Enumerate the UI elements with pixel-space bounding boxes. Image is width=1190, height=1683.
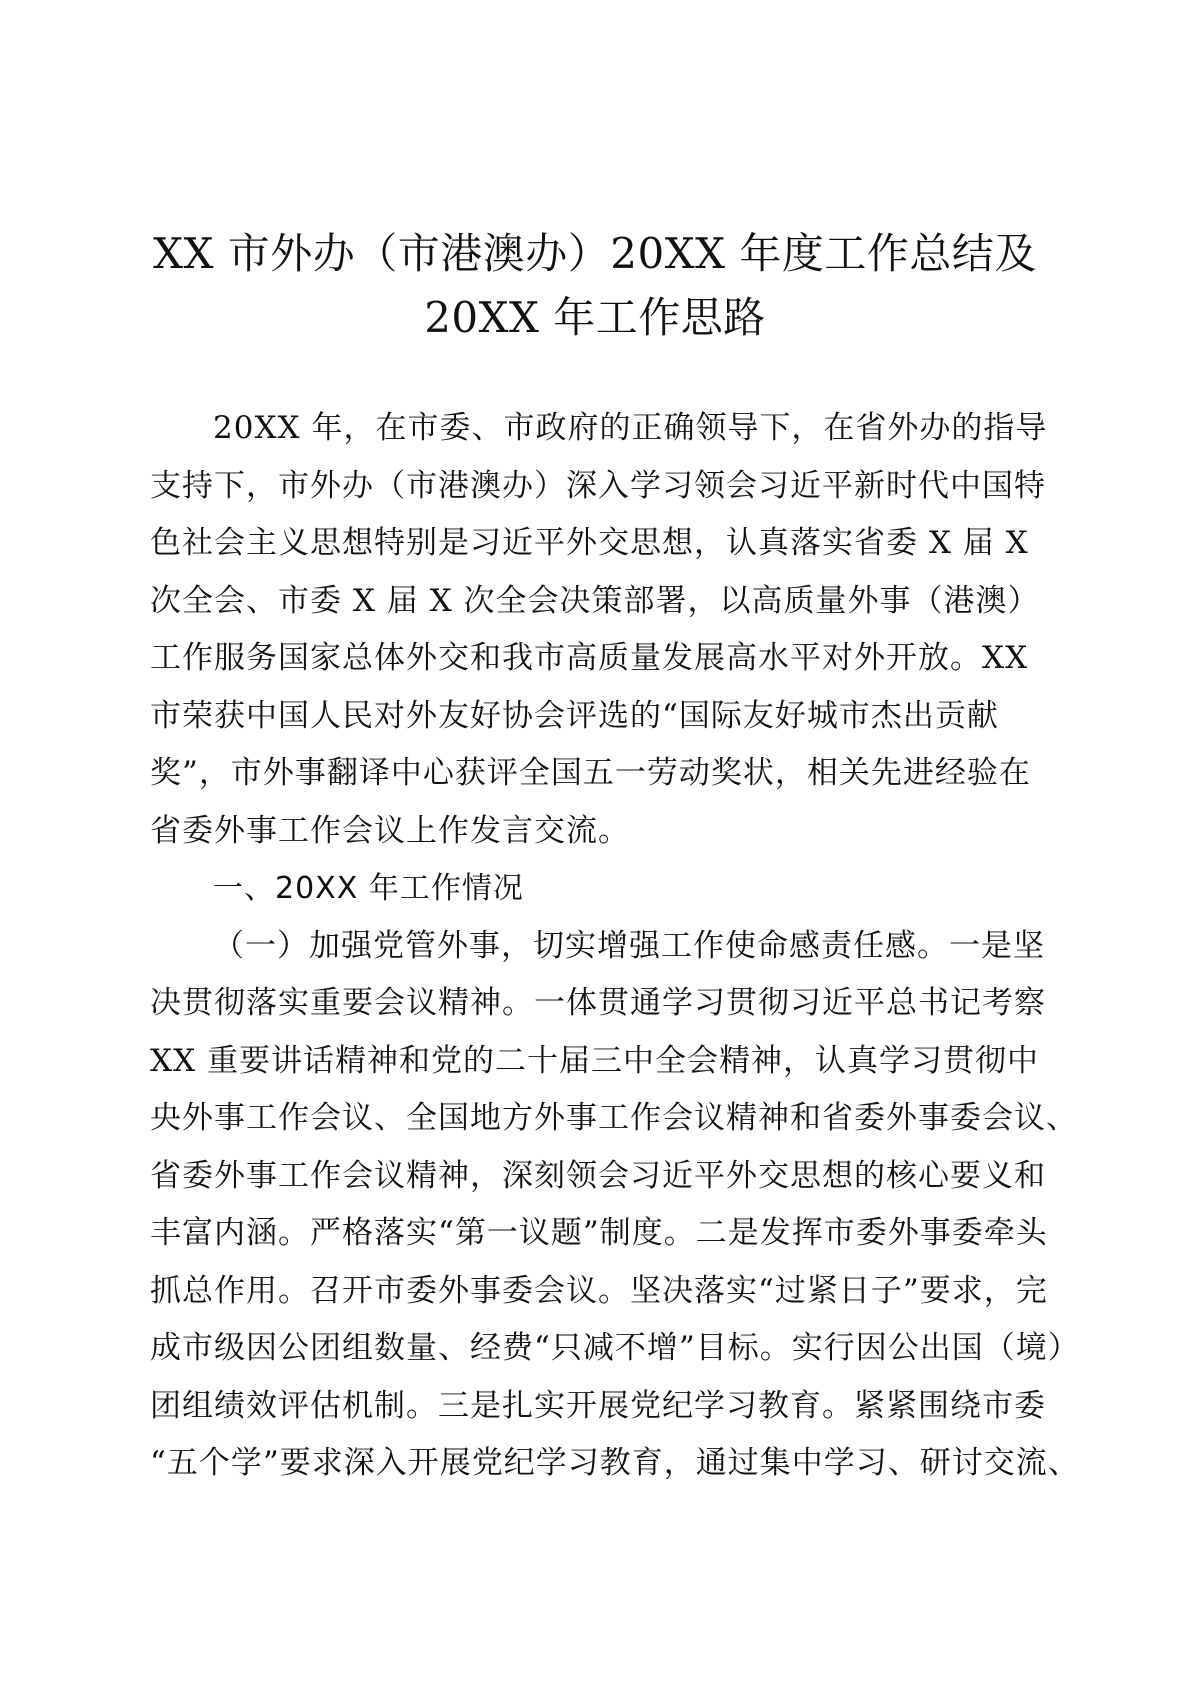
body-line: 市荣获中国人民对外友好协会评选的“国际友好城市杰出贡献 [150, 697, 999, 734]
body-line: XX 重要讲话精神和党的二十届三中全会精神，认真学习贯彻中 [150, 1042, 1039, 1079]
body-line: 丰富内涵。严格落实“第一议题”制度。二是发挥市委外事委牵头 [150, 1215, 1048, 1251]
document-title [120, 222, 1070, 350]
body-line: “五个学”要求深入开展党纪学习教育，通过集中学习、研讨交流、 [150, 1445, 1080, 1481]
section-heading: 一、20XX 年工作情况 [213, 871, 524, 906]
body-line: 抓总作用。召开市委外事委会议。坚决落实“过紧日子”要求，完 [150, 1272, 1048, 1309]
body-line: （一）加强党管外事，切实增强工作使命感责任感。一是坚 [213, 927, 1045, 964]
body-line: 色社会主义思想特别是习近平外交思想，认真落实省委 X 届 X [150, 525, 1029, 561]
body-line: 奖”，市外事翻译中心获评全国五一劳动奖状，相关先进经验在 [150, 755, 1031, 791]
body-line: 工作服务国家总体外交和我市高质量发展高水平对外开放。XX [150, 640, 1029, 676]
body-line: 央外事工作会议、全国地方外事工作会议精神和省委外事委会议、 [150, 1100, 1078, 1136]
body-line: 支持下，市外办（市港澳办）深入学习领会习近平新时代中国特 [150, 467, 1046, 504]
body-line: 20XX 年，在市委、市政府的正确领导下，在省外办的指导 [213, 410, 1048, 446]
body-line: 省委外事工作会议精神，深刻领会习近平外交思想的核心要义和 [150, 1157, 1046, 1194]
title-line-1: XX 市外办（市港澳办）20XX 年度工作总结及 [153, 229, 1037, 278]
body-line: 决贯彻落实重要会议精神。一体贯通学习贯彻习近平总书记考察 [150, 985, 1046, 1021]
body-line: 省委外事工作会议上作发言交流。 [150, 812, 630, 849]
document-body [150, 400, 1080, 1493]
body-line: 次全会、市委 X 届 X 次全会决策部署，以高质量外事（港澳） [150, 582, 1040, 619]
body-line: 成市级因公团组数量、经费“只减不增”目标。实行因公出国（境） [150, 1330, 1080, 1366]
body-line: 团组绩效评估机制。三是扎实开展党纪学习教育。紧紧围绕市委 [150, 1387, 1046, 1424]
title-line-2: 20XX 年工作思路 [424, 293, 766, 342]
